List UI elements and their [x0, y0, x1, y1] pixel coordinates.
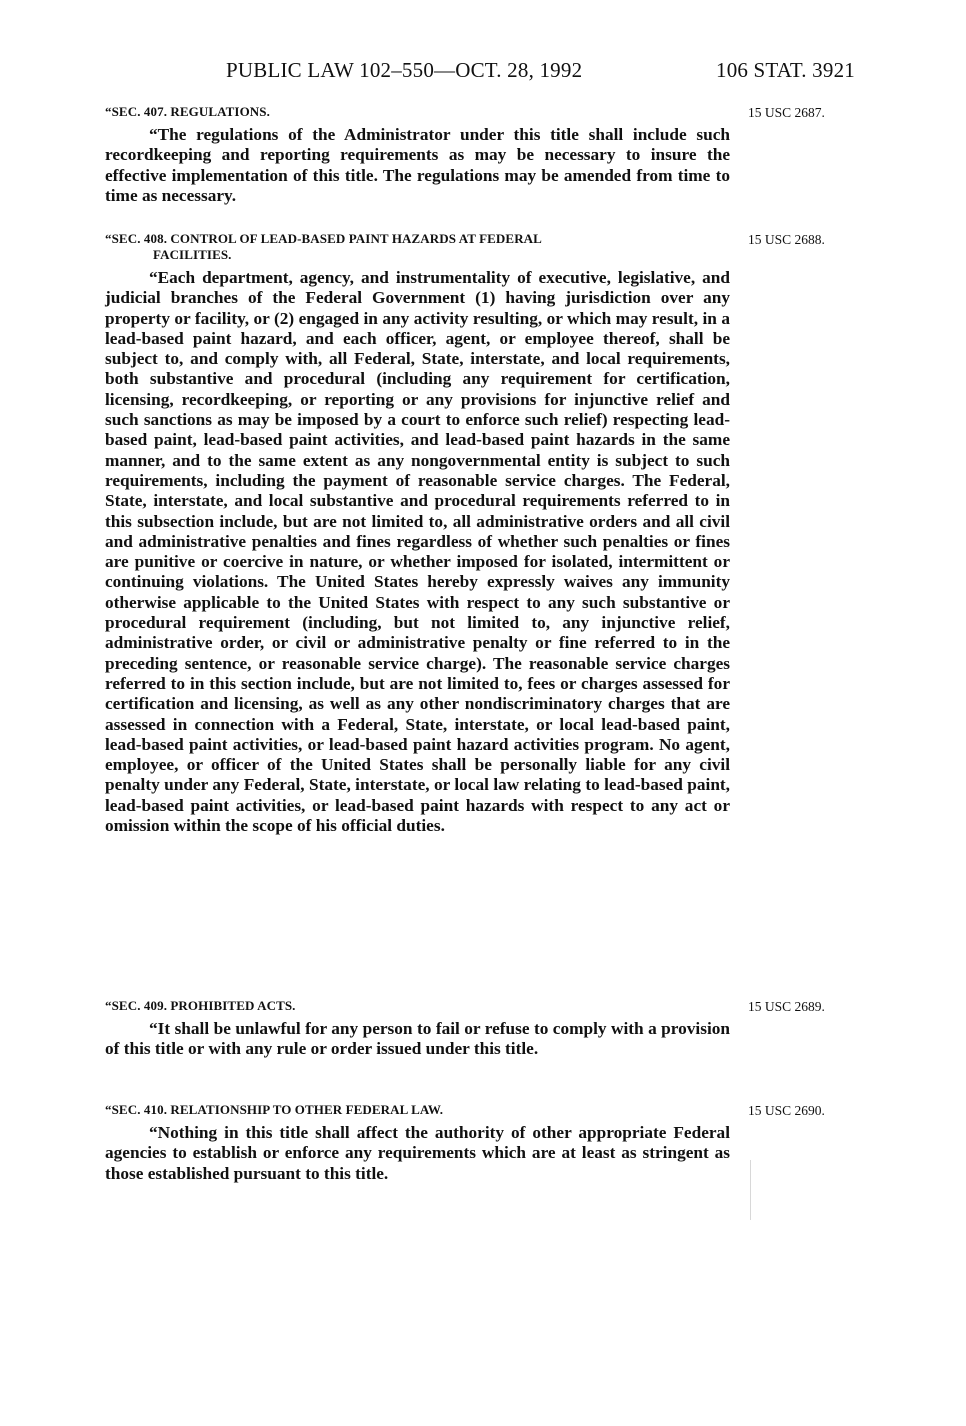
margin-citation: 15 USC 2689. [748, 999, 825, 1014]
section-heading [105, 104, 730, 120]
section-body: “Nothing in this title shall affect the authority of other appropriate Federal agencies to establish or enforce any requirements which are at least as stringent as those established pursuant to this title. [105, 1123, 730, 1183]
gutter-rule [750, 1160, 751, 1220]
section-heading [105, 998, 730, 1014]
section-heading-text: “SEC. 409. PROHIBITED ACTS. [105, 998, 296, 1013]
header-title: PUBLIC LAW 102–550—OCT. 28, 1992 [226, 58, 583, 82]
section-body: “It shall be unlawful for any person to fail or refuse to comply with a provision of this title or with any rule or order issued under this title. [105, 1019, 730, 1059]
section-heading [105, 1102, 730, 1118]
section-body: “Each department, agency, and instrumentality of executive, legislative, and judicial branches of the Federal Government (1) having jurisdiction over any property or facility, or (2) engaged in any activity resulting, or which may result, in a lead-based paint hazard, and each officer, agent, or employee thereof, shall be subject to, and comply with, all Federal, State, interstate, and local requirements, both substantive and procedural (including any requirement for certification, licensing, recordkeeping, or reporting or any provisions for injunctive relief and such sanctions as may be imposed by a court to enforce such relief) respecting lead-based paint, lead-based paint activities, and lead-based paint hazards in the same manner, and to the same extent as any nongovernmental entity is subject to such requirements, including the payment of reasonable service charges. The Federal, State, interstate, and local substantive and procedural requirements referred to in this subsection include, but are not limited to, all administrative orders and all civil and administrative penalties and fines regardless of whether such penalties or fines are punitive or coercive in nature, or whether imposed for isolated, intermittent or continuing violations. The United States hereby expressly waives any immunity otherwise applicable to the United States with respect to any such substantive or procedural requirement (including, but not limited to, any injunctive relief, administrative order, or civil or administrative penalty or fine referred to in the preceding sentence, or reasonable service charge). The reasonable service charges referred to in this section include, but are not limited to, fees or charges assessed for certification and licensing, as well as any other nondiscriminatory charges that are assessed in connection with a Federal, State, interstate, or local lead-based paint, lead-based paint activities, or lead-based paint hazard activities program. No agent, employee, or officer of the United States shall be personally liable for any civil penalty under any Federal, State, interstate, or local law relating to lead-based paint, lead-based paint activities, or lead-based paint hazards with respect to any act or omission within the scope of his official duties. [105, 268, 730, 836]
margin-citation: 15 USC 2687. [748, 105, 825, 120]
section-heading-continuation: FACILITIES. [153, 247, 232, 262]
section-heading [105, 231, 730, 263]
section-body: “The regulations of the Administrator under this title shall include such recordkeeping and reporting requirements as may be necessary to insure the effective implementation of this title. The regulations may be amended from time to time as necessary. [105, 125, 730, 205]
margin-citation: 15 USC 2688. [748, 232, 825, 247]
section-407 [105, 104, 730, 206]
header-stat-page: 106 STAT. 3921 [716, 58, 855, 82]
section-heading-text: “SEC. 408. CONTROL OF LEAD-BASED PAINT HAZARDS AT FEDERAL [105, 231, 542, 246]
section-heading-text: “SEC. 407. REGULATIONS. [105, 104, 270, 119]
margin-citation: 15 USC 2690. [748, 1103, 825, 1118]
section-heading-text: “SEC. 410. RELATIONSHIP TO OTHER FEDERAL LAW. [105, 1102, 444, 1117]
section-410 [105, 1102, 730, 1184]
section-408 [105, 231, 730, 836]
section-409 [105, 998, 730, 1060]
running-header [0, 58, 966, 86]
